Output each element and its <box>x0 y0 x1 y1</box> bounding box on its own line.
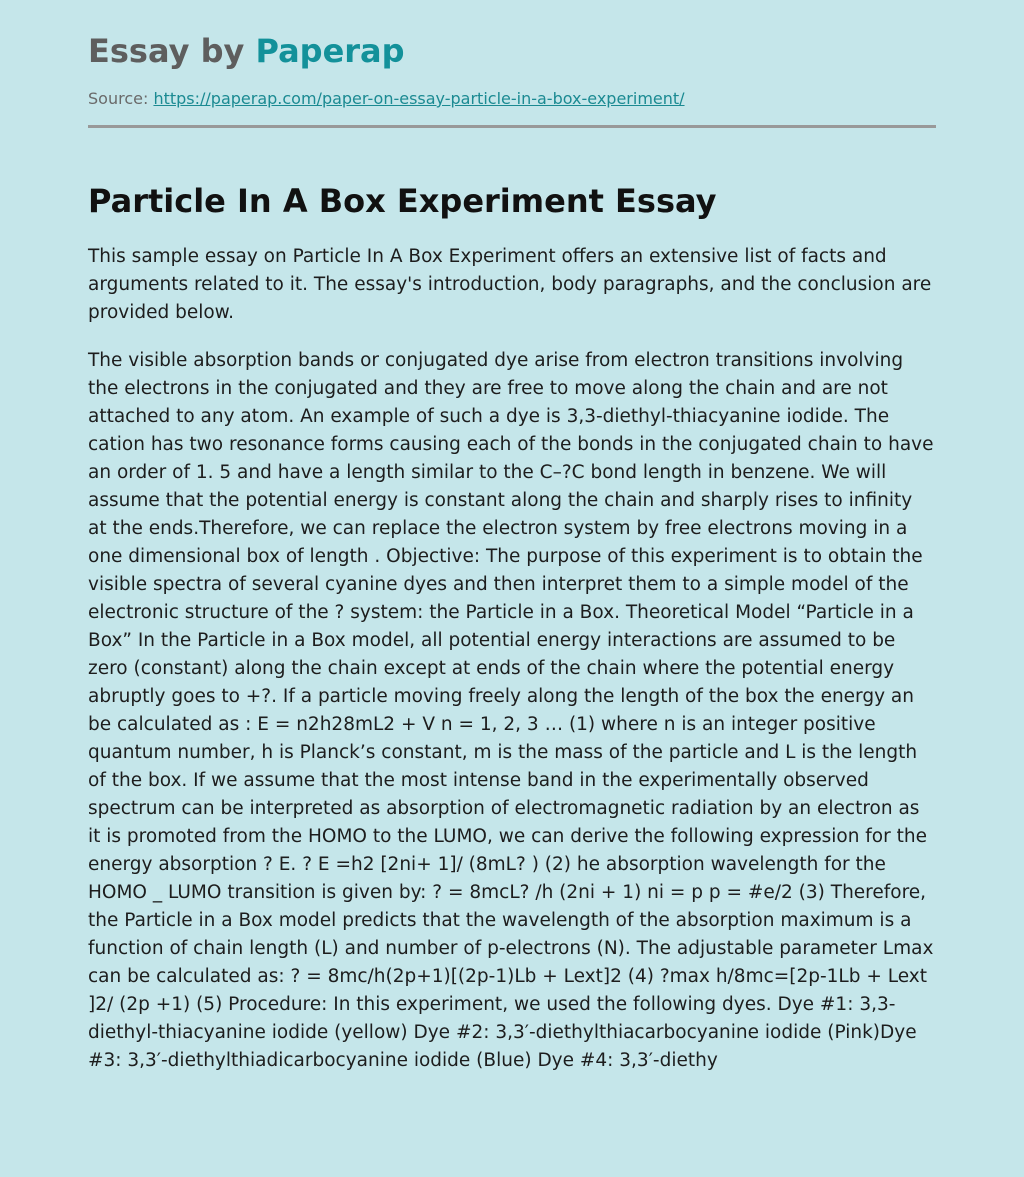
source-line <box>88 89 936 109</box>
header-divider <box>88 125 936 128</box>
article-title: Particle In A Box Experiment Essay <box>88 182 717 220</box>
source-label: Source: <box>88 89 149 108</box>
intro-paragraph: This sample essay on Particle In A Box Experiment offers an extensive list of facts and arguments related to it. The essay's introduction, body paragraphs, and the conclusion are provided below. <box>88 246 932 323</box>
content-column <box>88 0 936 1075</box>
source-link[interactable]: https://paperap.com/paper-on-essay-particle-in-a-box-experiment/ <box>153 89 685 108</box>
brand-name: Paperap <box>255 32 405 70</box>
body-paragraph: The visible absorption bands or conjugated dye arise from electron transitions involving the electrons in the conjugated and they are free to move along the chain and are not attached to any atom. An example of such a dye is 3,3-diethyl-thiacyanine iodide. The cation has two resonance forms causing each of the bonds in the conjugated chain to have an order of 1. 5 and have a length similar to the C–?C bond length in benzene. We will assume that the potential energy is constant along the chain and sharply rises to infinity at the ends.Therefore, we can replace the electron system by free electrons moving in a one dimensional box of length . Objective: The purpose of this experiment is to obtain the visible spectra of several cyanine dyes and then interpret them to a simple model of the electronic structure of the ? system: the Particle in a Box. Theoretical Model “Particle in a Box” In the Particle in a Box model, all potential energy interactions are assumed to be zero (constant) along the chain except at ends of the chain where the potential energy abruptly goes to +?. If a particle moving freely along the length of the box the energy an be calculated as : E = n2h28mL2 + V n = 1, 2, 3 … (1) where n is an integer positive quantum number, h is Planck’s constant, m is the mass of the particle and L is the length of the box. If we assume that the most intense band in the experimentally observed spectrum can be interpreted as absorption of electromagnetic radiation by an electron as it is promoted from the HOMO to the LUMO, we can derive the following expression for the energy absorption ? E. ? E =h2 [2ni+ 1]/ (8mL? ) (2) he absorption wavelength for the HOMO _ LUMO transition is given by: ? = 8mcL? /h (2ni + 1) ni = p p = #e/2 (3) Therefore, the Particle in a Box model predicts that the wavelength of the absorption maximum is a function of chain length (L) and number of p-electrons (N). The adjustable parameter Lmax can be calculated as: ? = 8mc/h(2p+1)[(2p-1)Lb + Lext]2 (4) ?max h/8mc=[2p-1Lb + Lext ]2/ (2p +1) (5) Procedure: In this experiment, we used the following dyes. Dye #1: 3,3-diethyl-thiacyanine iodide (yellow) Dye #2: 3,3′-diethylthiacarbocyanine iodide (Pink)Dye #3: 3,3′-diethylthiadicarbocyanine iodide (Blue) Dye #4: 3,3′-diethy <box>88 350 934 1071</box>
site-brand <box>88 0 936 71</box>
brand-prefix: Essay by <box>88 32 256 70</box>
